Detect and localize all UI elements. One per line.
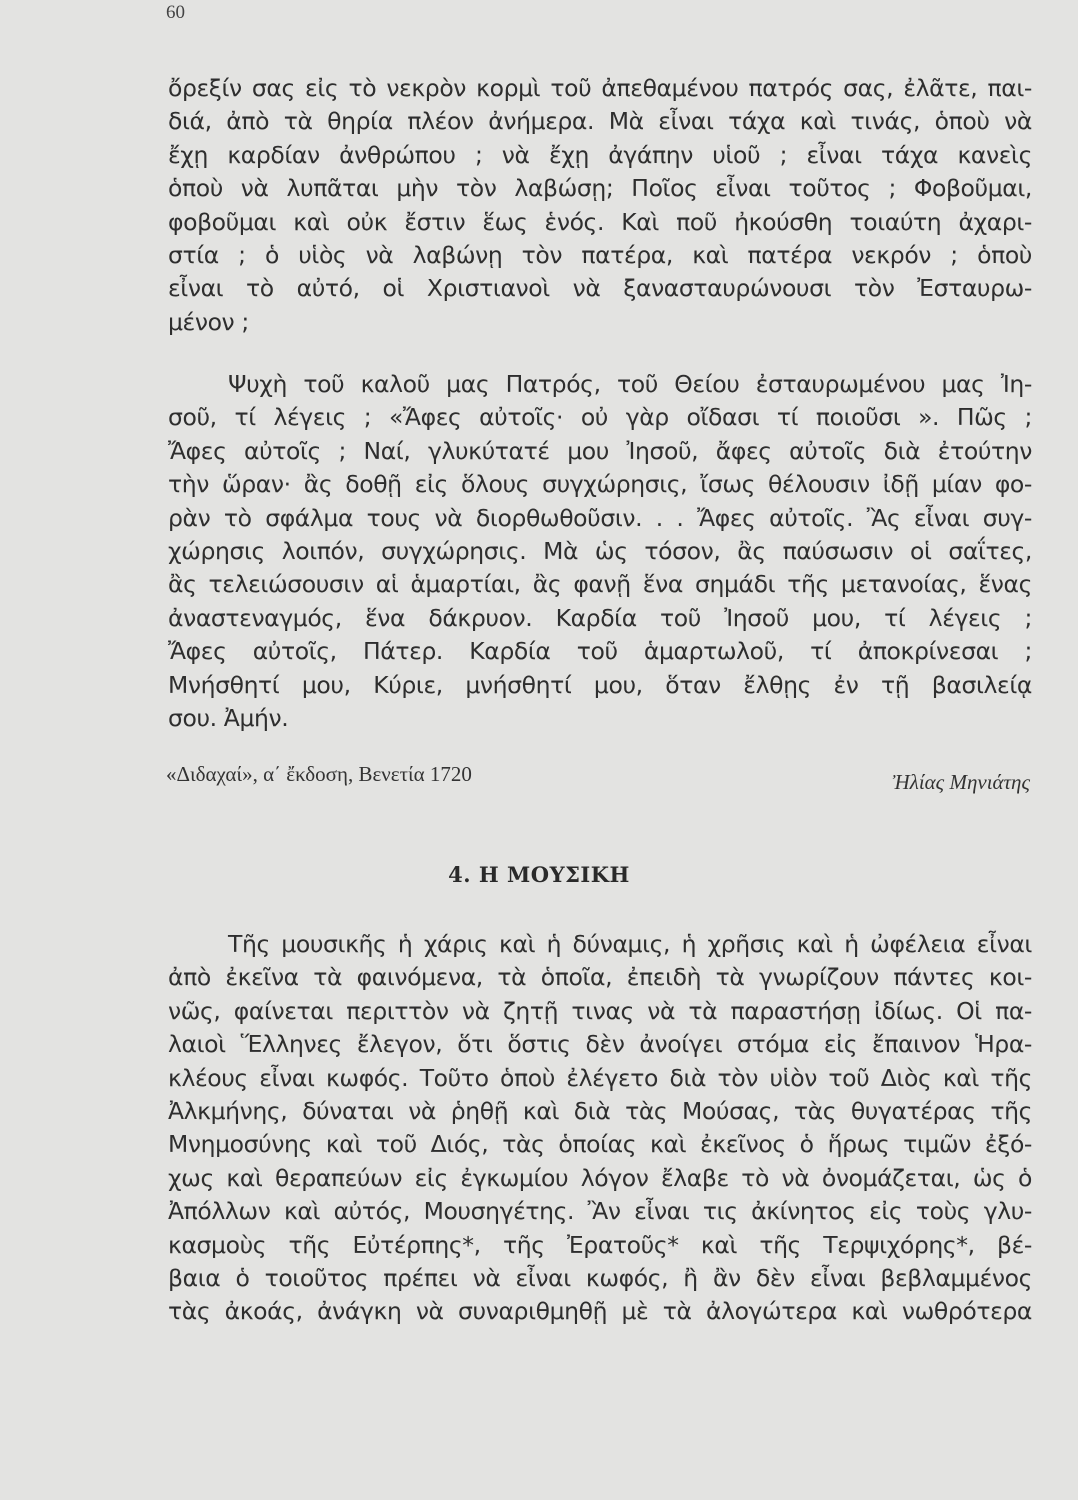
citation-source: «Διδαχαί», α΄ ἔκδοση, Βενετία 1720 [166,762,472,786]
text-line: Ἄφες αὐτοῖς, Πάτερ. Καρδία τοῦ ἁμαρτωλοῦ, τί ἀποκρίνεσαι ; [168,637,1032,666]
paragraph-2 [168,368,1032,735]
text-line: στία ; ὁ υἱὸς νὰ λαβώνῃ τὸν πατέρα, καὶ πατέρα νεκρόν ; ὁποὺ [168,240,1032,269]
text-line: ὄρεξίν σας εἰς τὸ νεκρὸν κορμὶ τοῦ ἀπεθαμένου πατρός σας, ἐλᾶτε, παι- [168,74,1032,102]
text-line: χως καὶ θεραπεύων εἰς ἐγκωμίου λόγον ἔλαβε τὸ νὰ ὀνομάζεται, ὡς ὁ [168,1163,1032,1192]
text-line: χώρησις λοιπόν, συγχώρησις. Μὰ ὡς τόσον, ἂς παύσωσιν οἱ σαΐτες, [168,536,1032,565]
text-line: διά, ἀπὸ τὰ θηρία πλέον ἀνήμερα. Μὰ εἶναι τάχα καὶ τινάς, ὁποὺ νὰ [168,107,1032,136]
paragraph-1 [168,72,1032,339]
text-line: Ἄφες αὐτοῖς ; Ναί, γλυκύτατέ μου Ἰησοῦ, ἄφες αὐτοῖς διὰ ἐτούτην [168,436,1032,465]
text-line: σου. Ἀμήν. [168,703,289,732]
text-line: μένον ; [168,307,249,336]
section-heading: 4. Η ΜΟΥΣΙΚΗ [448,862,630,887]
text-line: τὴν ὥραν· ἂς δοθῇ εἰς ὅλους συγχώρησις, ἴσως θέλουσιν ἰδῇ μίαν φο- [168,470,1032,499]
text-line: κλέους εἶναι κωφός. Τοῦτο ὁποὺ ἐλέγετο διὰ τὸν υἱὸν τοῦ Διὸς καὶ τῆς [168,1063,1032,1092]
text-line: βαια ὁ τοιοῦτος πρέπει νὰ εἶναι κωφός, ἢ ἂν δὲν εἶναι βεβλαμμένος [168,1263,1032,1292]
text-line: Τῆς μουσικῆς ἡ χάρις καὶ ἡ δύναμις, ἡ χρῆσις καὶ ἡ ὠφέλεια εἶναι [228,930,1032,958]
page-number: 60 [166,2,185,23]
citation-author: Ἠλίας Μηνιάτης [892,770,1030,794]
text-line: Μνημοσύνης καὶ τοῦ Διός, τὰς ὁποίας καὶ ἐκεῖνος ὁ ἥρως τιμῶν ἐξό- [168,1130,1032,1159]
text-line: νῶς, φαίνεται περιττὸν νὰ ζητῇ τινας νὰ τὰ παραστήσῃ ἰδίως. Οἱ πα- [168,996,1032,1025]
text-line: ρὰν τὸ σφάλμα τους νὰ διορθωθοῦσιν. . . Ἄφες αὐτοῖς. Ἂς εἶναι συγ- [168,503,1032,532]
text-line: Ψυχὴ τοῦ καλοῦ μας Πατρός, τοῦ Θείου ἐσταυρωμένου μας Ἰη- [228,370,1032,398]
text-line: Ἀλκμήνης, δύναται νὰ ῥηθῇ καὶ διὰ τὰς Μούσας, τὰς θυγατέρας τῆς [168,1096,1032,1125]
text-line: Ἀπόλλων καὶ αὐτός, Μουσηγέτης. Ἂν εἶναι τις ἀκίνητος εἰς τοὺς γλυ- [168,1197,1032,1226]
text-line: κασμοὺς τῆς Εὐτέρπης*, τῆς Ἐρατοῦς* καὶ τῆς Τερψιχόρης*, βέ- [168,1230,1032,1259]
text-line: ἔχῃ καρδίαν ἀνθρώπου ; νὰ ἔχῃ ἀγάπην υἱοῦ ; εἶναι τάχα κανεὶς [168,140,1032,169]
text-line: λαιοὶ Ἕλληνες ἔλεγον, ὅτι ὅστις δὲν ἀνοίγει στόμα εἰς ἔπαινον Ἡρα- [168,1030,1032,1059]
text-line: τὰς ἀκοάς, ἀνάγκη νὰ συναριθμηθῇ μὲ τὰ ἀλογώτερα καὶ νωθρότερα [168,1297,1032,1326]
text-line: ἀπὸ ἐκεῖνα τὰ φαινόμενα, τὰ ὁποῖα, ἐπειδὴ τὰ γνωρίζουν πάντες κοι- [168,963,1032,992]
text-line: φοβοῦμαι καὶ οὐκ ἔστιν ἕως ἑνός. Καὶ ποῦ ἠκούσθη τοιαύτη ἀχαρι- [168,207,1032,236]
text-line: σοῦ, τί λέγεις ; «Ἄφες αὐτοῖς· οὐ γὰρ οἴδασι τί ποιοῦσι ». Πῶς ; [168,403,1032,432]
text-line: ἀναστεναγμός, ἕνα δάκρυον. Καρδία τοῦ Ἰησοῦ μου, τί λέγεις ; [168,603,1032,632]
text-line: εἶναι τὸ αὐτό, οἱ Χριστιανοὶ νὰ ξανασταυρώνουσι τὸν Ἐσταυρω- [168,274,1032,303]
text-line: ἂς τελειώσουσιν αἱ ἁμαρτίαι, ἂς φανῇ ἕνα σημάδι τῆς μετανοίας, ἕνας [168,570,1032,599]
text-line: ὁποὺ νὰ λυπᾶται μὴν τὸν λαβώσῃ; Ποῖος εἶναι τοῦτος ; Φοβοῦμαι, [168,174,1032,203]
text-line: Μνήσθητί μου, Κύριε, μνήσθητί μου, ὅταν ἔλθῃς ἐν τῇ βασιλείᾳ [168,670,1032,699]
paragraph-3 [168,928,1032,1329]
